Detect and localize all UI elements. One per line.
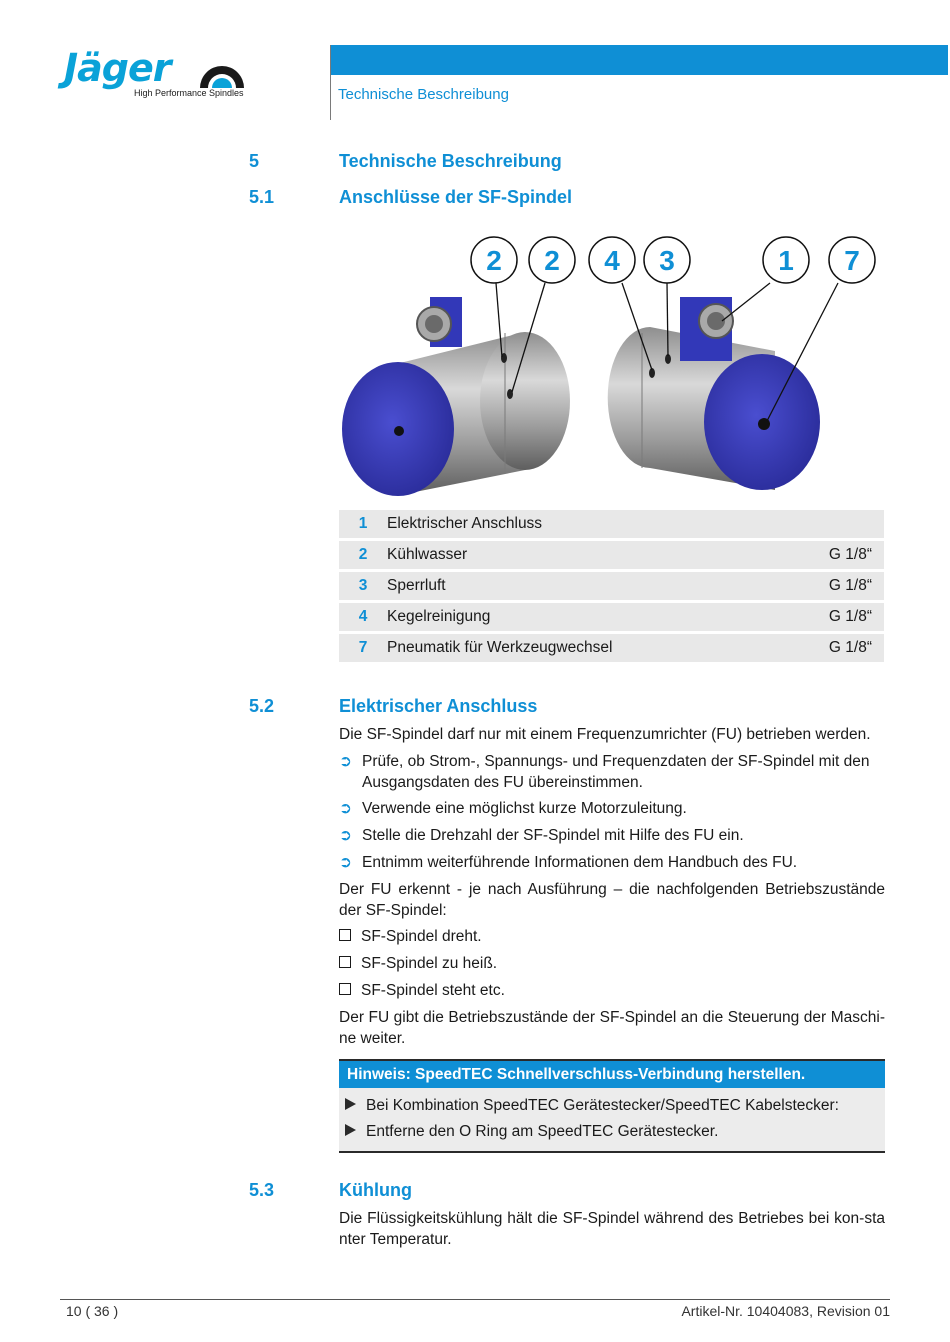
connection-label: Kühlwasser xyxy=(387,541,792,569)
paragraph: Der FU erkennt - je nach Ausführung – die nachfolgenden Betriebszustände der SF-Spindel: xyxy=(339,881,885,919)
callout-label: 2 xyxy=(544,245,560,276)
callout-label: 2 xyxy=(486,245,502,276)
section-number: 5.3 xyxy=(249,1180,275,1200)
section-number: 5.2 xyxy=(249,696,275,716)
table-row xyxy=(339,634,884,662)
table-row xyxy=(339,603,884,631)
note-item xyxy=(345,1121,718,1142)
connection-size xyxy=(792,510,884,538)
checkbox-icon xyxy=(339,929,351,941)
section-number: 5.1 xyxy=(249,187,275,207)
callout-label: 3 xyxy=(659,245,675,276)
checklist-text: SF-Spindel zu heiß. xyxy=(361,955,498,972)
note-text: Entferne den O Ring am SpeedTEC Gerätestecker. xyxy=(366,1123,719,1140)
section-title: Kühlung xyxy=(339,1180,412,1200)
section-number: 5 xyxy=(249,151,260,171)
arrow-right-icon: ➲ xyxy=(339,854,352,871)
section-title: Technische Beschreibung xyxy=(339,151,562,171)
note-text: Bei Kombination SpeedTEC Gerätestecker/SpeedTEC Kabelstecker: xyxy=(366,1097,839,1114)
section-title: Anschlüsse der SF-Spindel xyxy=(339,187,573,207)
table-row xyxy=(339,510,884,538)
paragraph: Die SF-Spindel darf nur mit einem Frequenzumrichter (FU) betrieben werden. xyxy=(339,726,871,743)
action-item xyxy=(339,825,885,846)
action-text: Stelle die Drehzahl der SF-Spindel mit Hilfe des FU ein. xyxy=(362,827,744,844)
spindle-connections-figure xyxy=(330,225,890,505)
checklist-item xyxy=(339,980,505,1001)
action-item xyxy=(339,751,885,793)
paragraph: Der FU gibt die Betriebszustände der SF-Spindel an die Steuerung der Maschi-ne weiter. xyxy=(339,1009,885,1047)
connection-size: G 1/8“ xyxy=(792,603,884,631)
connection-size: G 1/8“ xyxy=(792,572,884,600)
header-bar xyxy=(331,45,948,75)
connections-table xyxy=(339,507,884,665)
checklist-text: SF-Spindel steht etc. xyxy=(361,982,505,999)
table-row xyxy=(339,572,884,600)
checklist-item xyxy=(339,926,482,947)
arrow-right-icon: ➲ xyxy=(339,827,352,844)
action-text: Prüfe, ob Strom-, Spannungs- und Frequenzdaten der SF-Spindel mit den Ausgangsdaten des FU übereinstimmen. xyxy=(362,753,870,791)
checkbox-icon xyxy=(339,956,351,968)
arrow-right-icon: ➲ xyxy=(339,753,352,770)
connection-size: G 1/8“ xyxy=(792,634,884,662)
connection-number: 3 xyxy=(339,572,387,600)
note-title: Hinweis: SpeedTEC Schnellverschluss-Verbindung herstellen. xyxy=(339,1061,885,1088)
connection-label: Elektrischer Anschluss xyxy=(387,510,792,538)
action-item xyxy=(339,852,885,873)
page-number: 10 ( 36 ) xyxy=(66,1303,119,1319)
connection-label: Kegelreinigung xyxy=(387,603,792,631)
callout-label: 7 xyxy=(844,245,860,276)
checkbox-icon xyxy=(339,983,351,995)
table-row xyxy=(339,541,884,569)
connection-number: 2 xyxy=(339,541,387,569)
connection-label: Pneumatik für Werkzeugwechsel xyxy=(387,634,792,662)
header-title: Technische Beschreibung xyxy=(338,86,509,103)
connection-size: G 1/8“ xyxy=(792,541,884,569)
article-number: Artikel-Nr. 10404083, Revision 01 xyxy=(681,1303,890,1319)
action-item xyxy=(339,798,885,819)
checklist-text: SF-Spindel dreht. xyxy=(361,928,482,945)
logo-tagline: High Performance Spindles xyxy=(134,88,244,98)
logo-dome-icon xyxy=(198,60,246,90)
logo-wordmark: Jäger xyxy=(64,46,171,90)
checklist-item xyxy=(339,953,497,974)
section-title: Elektrischer Anschluss xyxy=(339,696,538,716)
triangle-right-icon xyxy=(345,1124,356,1136)
spindle-left xyxy=(342,297,570,496)
footer-divider xyxy=(60,1299,890,1300)
arrow-right-icon: ➲ xyxy=(339,800,352,817)
callout-label: 1 xyxy=(778,245,794,276)
spindle-right xyxy=(608,297,820,490)
connection-number: 7 xyxy=(339,634,387,662)
paragraph: Die Flüssigkeitskühlung hält die SF-Spindel während des Betriebes bei kon-stanter Temperatur. xyxy=(339,1210,885,1248)
connection-label: Sperrluft xyxy=(387,572,792,600)
connection-number: 1 xyxy=(339,510,387,538)
connection-number: 4 xyxy=(339,603,387,631)
action-text: Entnimm weiterführende Informationen dem Handbuch des FU. xyxy=(362,854,798,871)
triangle-right-icon xyxy=(345,1098,356,1110)
note-item xyxy=(345,1095,839,1116)
callout-label: 4 xyxy=(604,245,620,276)
note-box xyxy=(339,1059,885,1153)
action-text: Verwende eine möglichst kurze Motorzuleitung. xyxy=(362,800,687,817)
jaeger-logo xyxy=(64,46,254,104)
